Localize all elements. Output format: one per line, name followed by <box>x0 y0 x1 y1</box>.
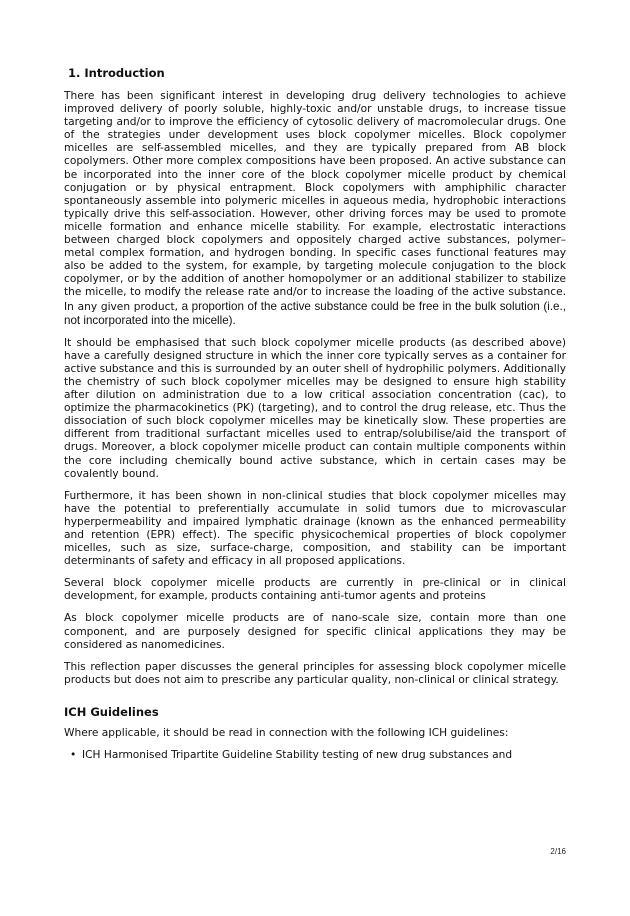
paragraph-intro-1-main: There has been significant interest in developing drug delivery technologies to achieve improved delivery of poorly soluble, highly-toxic and/or unstable drugs, to increase tissue targeting and/or to improve the efficiency of cytosolic delivery of macromolecular drugs. One of the strategies under development uses block copolymer micelles. Block copolymer micelles are self-assembled micelles, and they are typically prepared from AB block copolymers. Other more complex compositions have been proposed. An active substance can be incorporated into the inner core of the block copolymer micelle product by chemical conjugation or by physical entrapment. Block copolymers with amphiphilic character spontaneously assemble into polymeric micelles in aqueous media, hydrophobic interactions typically drive this self-association. However, other driving forces may be used to promote micelle formation and enhance micelle stability. For example, electrostatic interactions between charged block copolymers and oppositely charged active substances, polymer–metal complex formation, and hydrogen bonding. In specific cases functional features may also be added to the system, for example, by targeting molecule conjugation to the block copolymer, or by the addition of another homopolymer or an additional stabilizer to stabilize the micelle, to modify the release rate and/or to increase the loading of the active substance. In any given product, <box>64 90 566 313</box>
list-item: • ICH Harmonised Tripartite Guideline Stability testing of new drug substances and <box>82 749 566 762</box>
paragraph-intro-3: Furthermore, it has been shown in non-clinical studies that block copolymer micelles may have the potential to preferentially accumulate in solid tumors due to microvascular hyperpermeability and impaired lymphatic drainage (known as the enhanced permeability and retention (EPR) effect). The specific physicochemical properties of block copolymer micelles, such as size, surface-charge, composition, and stability can be important determinants of safety and efficacy in all proposed applications. <box>64 489 566 568</box>
paragraph-intro-1 <box>64 90 566 328</box>
paragraph-intro-1-tail: a proportion of the active substance could be free in the bulk solution (i.e., not incorporated into the micelle). <box>64 299 566 327</box>
page-number: 2/16 <box>550 847 566 856</box>
section-heading-introduction: 1. Introduction <box>68 66 165 80</box>
paragraph-ich-intro: Where applicable, it should be read in connection with the following ICH guidelines: <box>64 726 509 739</box>
section-heading-ich-guidelines: ICH Guidelines <box>64 704 159 719</box>
paragraph-intro-6: This reflection paper discusses the general principles for assessing block copolymer micelle products but does not aim to prescribe any particular quality, non-clinical or clinical strategy. <box>64 660 566 686</box>
ich-guideline-list <box>64 749 566 762</box>
paragraph-intro-4: Several block copolymer micelle products are currently in pre-clinical or in clinical development, for example, products containing anti-tumor agents and proteins <box>64 577 566 603</box>
paragraph-intro-2: It should be emphasised that such block copolymer micelle products (as described above) have a carefully designed structure in which the inner core typically serves as a container for active substance and this is surrounded by an outer shell of hydrophilic polymers. Additionally the chemistry of such block copolymer micelles may be designed to ensure high stability after dilution on administration due to a low critical association concentration (cac), to optimize the pharmacokinetics (PK) (targeting), and to control the drug release, etc. Thus the dissociation of such block copolymer micelles may be kinetically slow. These properties are different from traditional surfactant micelles used to entrap/solubilise/aid the transport of drugs. Moreover, a block copolymer micelle product can contain multiple components within the core including chemically bound active substance, which in certain cases may be covalently bound. <box>64 336 566 480</box>
paragraph-intro-5: As block copolymer micelle products are of nano-scale size, contain more than one component, and are purposely designed for specific clinical applications they may be considered as nanomedicines. <box>64 612 566 651</box>
